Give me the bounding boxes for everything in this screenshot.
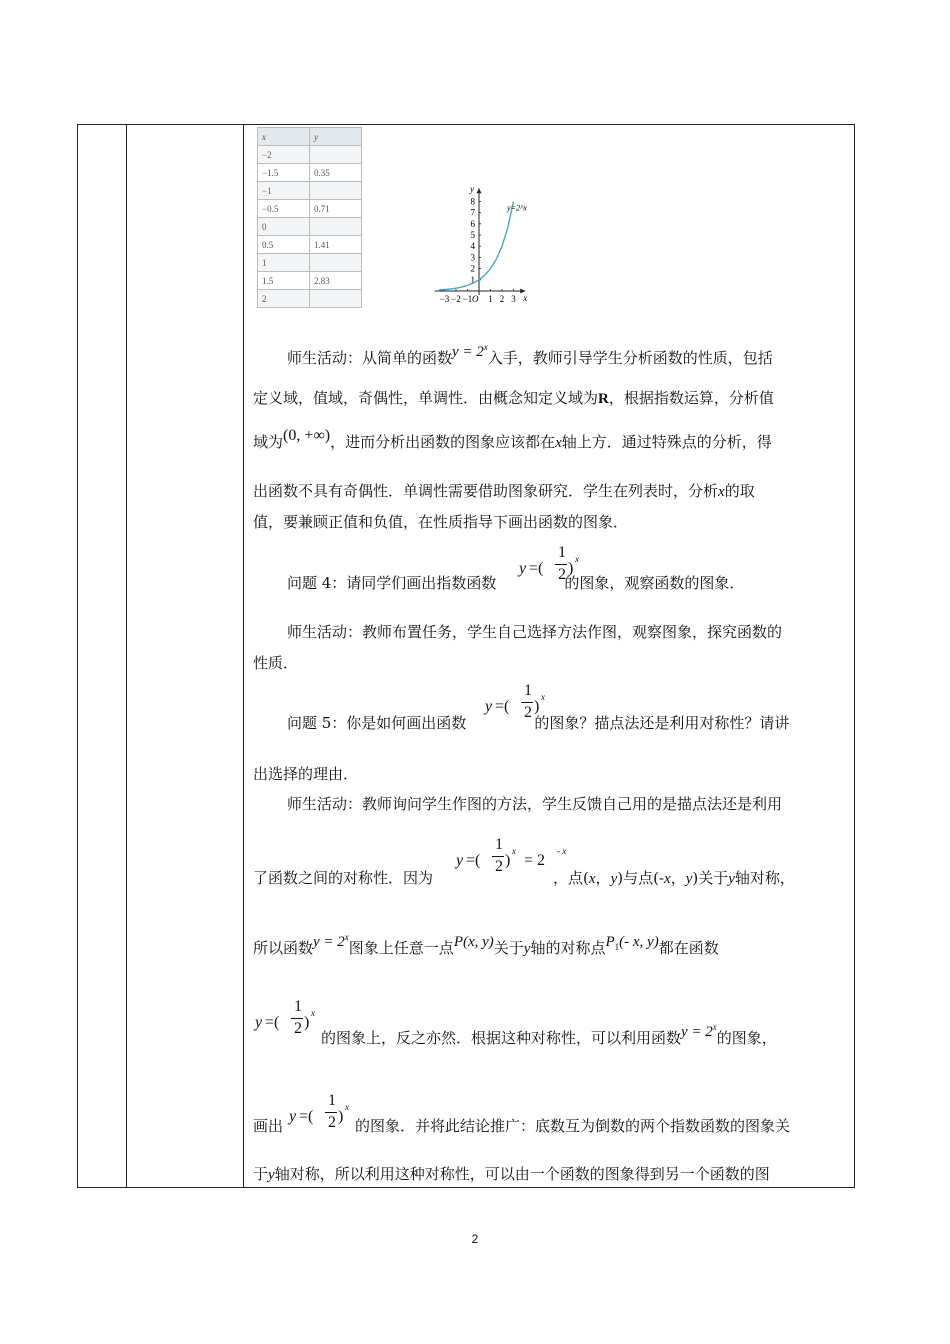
origin-label: O [472, 294, 479, 304]
table-cell: 0.5 [258, 236, 310, 254]
x-tick-label: 2 [499, 294, 505, 304]
table-cell: −1 [258, 182, 310, 200]
paragraph: 定义域，值域，奇偶性，单调性．由概念知定义域为R，根据指数运算，分析值 [253, 389, 774, 407]
y-tick-label: 7 [470, 207, 475, 218]
paragraph: 于y轴对称，所以利用这种对称性，可以由一个函数的图象得到另一个函数的图 [253, 1165, 770, 1183]
paragraph: 画出 的图象．并将此结论推广：底数互为倒数的两个指数函数的图象关 [253, 1117, 791, 1135]
paragraph: 的图象上，反之亦然．根据这种对称性，可以利用函数$y = 2^x$的图象， [321, 1022, 777, 1047]
table-row [258, 236, 362, 254]
table-cell [310, 254, 362, 272]
table-row [258, 272, 362, 290]
table-cell: 2 [258, 290, 310, 308]
table-row [258, 146, 362, 164]
page-number: 2 [471, 1232, 479, 1246]
table-row [258, 254, 362, 272]
table-cell: −2 [258, 146, 310, 164]
paragraph: 师生活动：教师布置任务，学生自己选择方法作图，观察图象，探究函数的 [287, 623, 783, 641]
x-tick-label: −3 [439, 294, 450, 304]
table-cell: 1.41 [310, 236, 362, 254]
y-tick-label: 2 [470, 263, 475, 274]
function-label: y=2^x [507, 203, 527, 213]
table-cell: 1.5 [258, 272, 310, 290]
paragraph: 出函数不具有奇偶性．单调性需要借助图象研究．学生在列表时，分析x的取 [253, 482, 755, 500]
paragraph: 性质． [253, 654, 299, 672]
y-axis-arrow [477, 188, 482, 193]
y-tick-label: 4 [470, 241, 475, 252]
table-row [258, 182, 362, 200]
x-tick-label: 3 [511, 294, 516, 304]
column-divider [126, 125, 127, 1187]
table-cell [310, 290, 362, 308]
table-row [258, 164, 362, 182]
function-curve [439, 201, 514, 290]
table-header-row [258, 128, 362, 146]
paragraph: 值，要兼顾正值和负值，在性质指导下画出函数的图象． [253, 513, 629, 531]
paragraph: 所以函数$y = 2^x$图象上任意一点P(x, y)关于y轴的对称点$P_1(-$ x, y)都在函数 [253, 932, 719, 957]
y-tick-label: 1 [470, 274, 475, 285]
table-cell: −0.5 [258, 200, 310, 218]
table-row [258, 290, 362, 308]
y-tick-label: 6 [470, 218, 475, 229]
y-tick-label: 3 [470, 252, 475, 263]
table-cell: 1 [258, 254, 310, 272]
table-header-x: x [258, 128, 310, 146]
content-cell: x y −2 −1.5 0.35 −1 −0.5 0.71 0 0.5 1.41 1 1.5 2.83 2 x y O −3 −2 −1 1 2 3 1 2 3 4 5 6 7 8 y=2^x 师生活动：从简单的函数$y = 2^x$入手，教师引导学生分析函数的性质，包括 定义域，值域，奇偶性，单调性．由概念知定义域为R，根据指数运算，分析值 域为(0, +∞)，进而分析出函数的图象应该都在x轴上方．通过特殊点的分析，得 出函数不具有奇偶性．单调性需要借助图象研究．学生在列表时，分析x的取 值，要兼顾正值和负值，在性质指导下画出函数的图象． 问题 4：请同学们画出指数函数 的图象，观察函数的图象． y =( 1 2 ) x 师生活动：教师布置任务，学生自己选择方法作图，观察图象，探究函数的 性质． 问题 5：你是如何画出函数 的图象？描点法还是利用对称性？请讲 y =( 1 2 ) x 出选择的理由． 师生活动：教师询问学生作图的方法，学生反馈自己用的是描点法还是利用 了函数之间的对称性．因为 ，点(x，y)与点(-x，y)关于y轴对称， y =( 1 2 ) x = 2 - x 所以函数$y = 2^x$图象上任意一点P(x, y)关于y轴的对称点$P_1(-$ x, y)都在函数 y =( 1 2 ) x 的图象上，反之亦然．根据这种对称性，可以利用函数$y = 2^x$的图象， 画出 的图象．并将此结论推广：底数互为倒数的两个指数函数的图象关 y =( 1 2 ) x 于y轴对称，所以利用这种对称性，可以由一个函数的图象得到另一个函数的图 [243, 124, 855, 1188]
y-axis-label: y [470, 184, 474, 195]
table-cell [310, 146, 362, 164]
paragraph: 域为(0, +∞)，进而分析出函数的图象应该都在x轴上方．通过特殊点的分析，得 [253, 427, 772, 451]
table-cell: 0 [258, 218, 310, 236]
y-tick-label: 8 [470, 196, 475, 207]
table-cell: 2.83 [310, 272, 362, 290]
table-row [258, 218, 362, 236]
x-tick-label: 1 [488, 294, 493, 304]
table-cell [310, 182, 362, 200]
paragraph: 师生活动：从简单的函数$y = 2^x$入手，教师引导学生分析函数的性质，包括 [287, 342, 773, 367]
paragraph: 了函数之间的对称性．因为 ，点(x，y)与点(-x，y)关于y轴对称， [253, 869, 795, 887]
table-cell: 0.71 [310, 200, 362, 218]
y-tick-label: 5 [470, 230, 475, 240]
x-axis-label: x [523, 293, 528, 303]
exponential-graph [417, 176, 547, 306]
table-cell: 0.35 [310, 164, 362, 182]
table-cell [310, 218, 362, 236]
value-table [257, 127, 362, 308]
table-cell: −1.5 [258, 164, 310, 182]
x-tick-label: −1 [462, 294, 473, 304]
paragraph: 出选择的理由． [253, 765, 359, 783]
table-header-y: y [310, 128, 362, 146]
question-5: 问题 5：你是如何画出函数 的图象？描点法还是利用对称性？请讲 [287, 714, 790, 732]
question-4: 问题 4：请同学们画出指数函数 的图象，观察函数的图象． [287, 574, 745, 592]
paragraph: 师生活动：教师询问学生作图的方法，学生反馈自己用的是描点法还是利用 [287, 795, 783, 813]
x-tick-label: −2 [451, 294, 461, 304]
table-row [258, 200, 362, 218]
